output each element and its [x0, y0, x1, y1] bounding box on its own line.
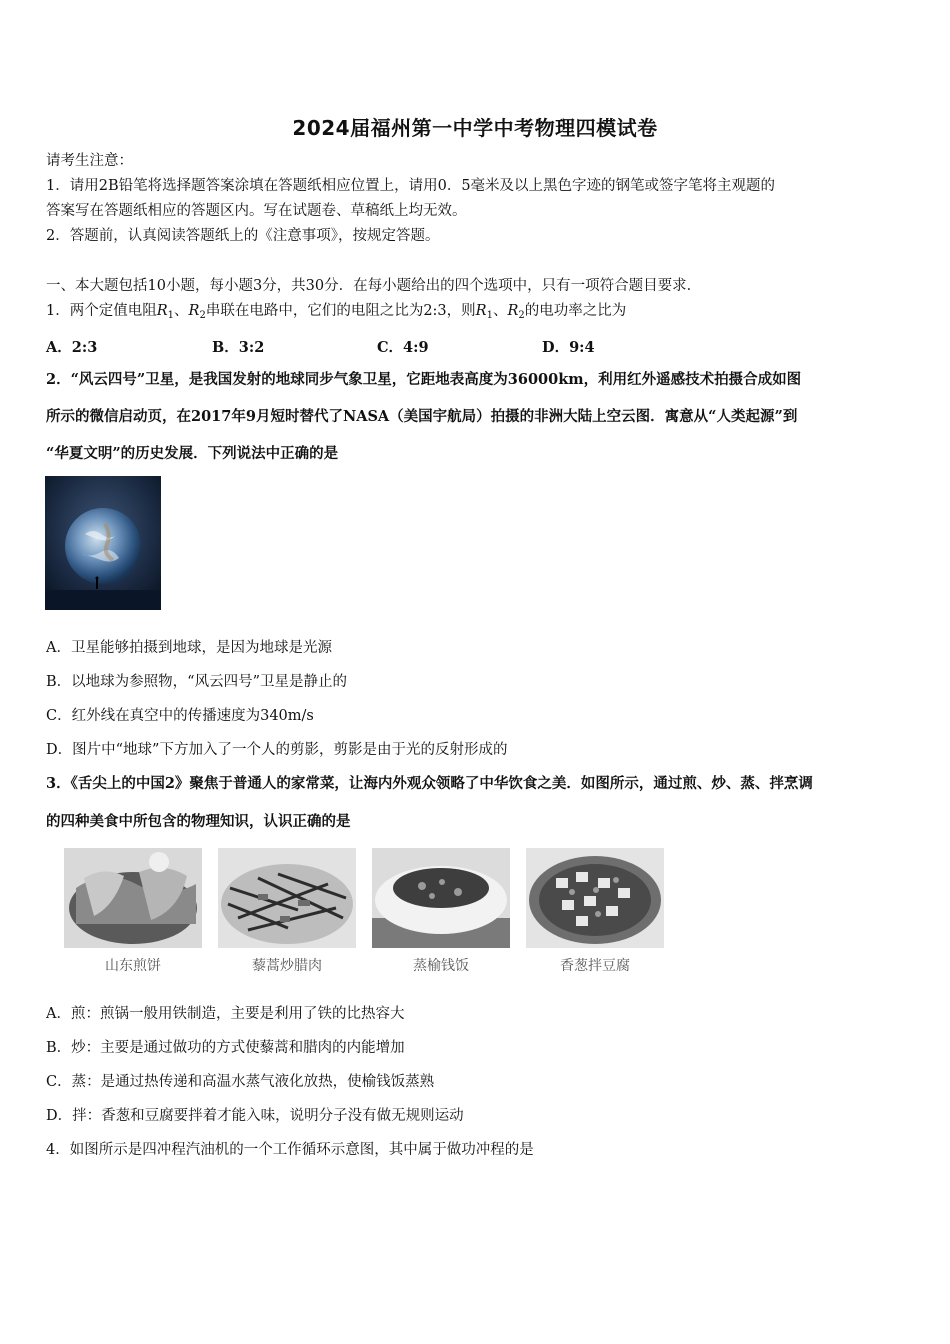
q1-option-a: A．2:3 — [46, 339, 98, 356]
food-label-3: 蒸榆钱饭 — [413, 958, 469, 974]
page-title: 2024届福州第一中学中考物理四模试卷 — [292, 116, 658, 140]
q1-option-c: C．4:9 — [377, 339, 429, 356]
q3-option-b: B．炒：主要是通过做功的方式使藜蒿和腊肉的内能增加 — [46, 1040, 405, 1056]
q1-option-b: B．3:2 — [212, 339, 265, 356]
food-figure — [64, 848, 664, 978]
q3-option-d: D．拌：香葱和豆腐要拌着才能入味，说明分子没有做无规则运动 — [46, 1108, 464, 1124]
q3-option-a: A．煎：煎锅一般用铁制造，主要是利用了铁的比热容大 — [46, 1006, 405, 1022]
q2-option-a: A．卫星能够拍摄到地球，是因为地球是光源 — [46, 640, 332, 656]
question-2-line-1: 2．“风云四号”卫星，是我国发射的地球同步气象卫星，它距地表高度为36000km，利用红外遥感技术拍摄合成如图 — [46, 371, 802, 388]
q2-option-c: C．红外线在真空中的传播速度为340m/s — [46, 708, 314, 724]
q2-option-d: D．图片中“地球”下方加入了一个人的剪影，剪影是由于光的反射形成的 — [46, 742, 508, 758]
q1-option-d: D．9:4 — [542, 339, 595, 356]
food-jianbing — [64, 848, 202, 976]
food-stir-fry — [218, 848, 356, 976]
food-label-4: 香葱拌豆腐 — [560, 958, 630, 974]
question-2-line-2: 所示的微信启动页，在2017年9月短时替代了NASA（美国宇航局）拍摄的非洲大陆上空云图．寓意从“人类起源”到 — [46, 408, 798, 425]
question-3-line-2: 的四种美食中所包含的物理知识，认识正确的是 — [46, 813, 351, 830]
question-1-stem: 1．两个定值电阻$R_1$、$R_2$串联在电路中，它们的电阻之比为2:3，则$R_1$、$R_2$的电功率之比为 — [46, 303, 627, 321]
q3-option-c: C．蒸：是通过热传递和高温水蒸气液化放热，使榆钱饭蒸熟 — [46, 1074, 435, 1090]
notice-line-1b: 答案写在答题纸相应的答题区内。写在试题卷、草稿纸上均无效。 — [46, 203, 467, 219]
food-tofu — [526, 848, 664, 976]
food-steamed-rice — [372, 848, 510, 976]
notice-line-2: 2．答题前，认真阅读答题纸上的《注意事项》，按规定答题。 — [46, 228, 440, 244]
question-3-line-1: 3．《舌尖上的中国2》聚焦于普通人的家常菜，让海内外观众领略了中华饮食之美．如图所示，通过煎、炒、蒸、拌烹调 — [46, 775, 813, 792]
question-4-line-1: 4．如图所示是四冲程汽油机的一个工作循环示意图，其中属于做功冲程的是 — [46, 1142, 534, 1158]
section-1-instructions: 一、本大题包括10小题，每小题3分，共30分．在每小题给出的四个选项中，只有一项符合题目要求． — [46, 278, 702, 294]
food-label-1: 山东煎饼 — [105, 958, 161, 974]
notice-heading: 请考生注意： — [46, 153, 133, 169]
question-2-line-3: “华夏文明”的历史发展．下列说法中正确的是 — [46, 445, 339, 462]
food-label-2: 藜蒿炒腊肉 — [252, 958, 322, 974]
q2-option-b: B．以地球为参照物，“风云四号”卫星是静止的 — [46, 674, 347, 690]
earth-image — [45, 476, 161, 610]
notice-line-1a: 1．请用2B铅笔将选择题答案涂填在答题纸相应位置上，请用0．5毫米及以上黑色字迹的钢笔或签字笔将主观题的 — [46, 178, 776, 194]
